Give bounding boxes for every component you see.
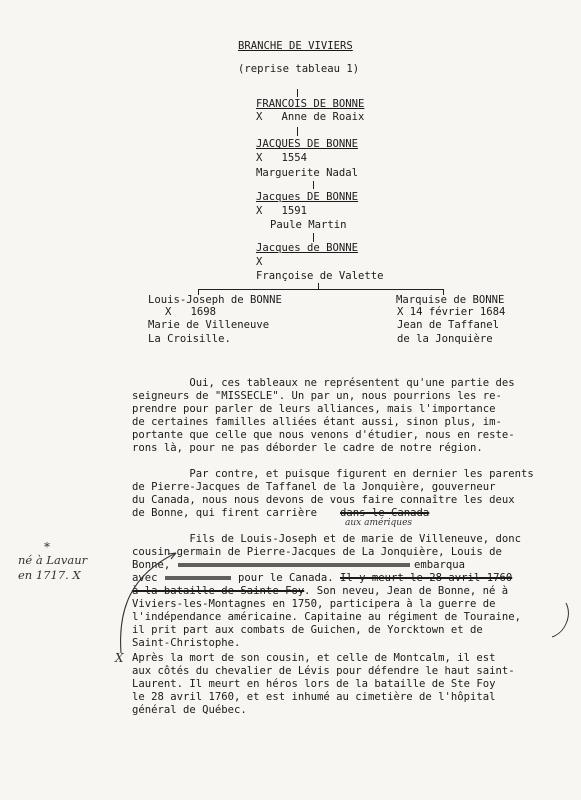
paragraph-2-line: de Pierre-Jacques de Taffanel de la Jonquière, gouverneur — [132, 481, 496, 493]
document-title: BRANCHE DE VIVIERS — [238, 40, 353, 52]
tree-connector — [297, 127, 298, 136]
paragraph-3-line: Saint-Christophe. — [132, 637, 241, 649]
paragraph-1-line: seigneurs de "MISSECLE". Un par un, nous pourrions les re- — [132, 390, 502, 402]
right-child-name: Marquise de BONNE — [396, 294, 505, 306]
paragraph-4-mark: X — [115, 651, 124, 665]
arrow-right-curve — [552, 603, 568, 637]
typed-strikeout — [178, 563, 410, 567]
right-child-year: X 14 février 1684 — [397, 306, 506, 318]
paragraph-4-line: le 28 avril 1760, et est inhumé au cimetière de l'hôpital — [132, 691, 496, 703]
gen4-name: Jacques de BONNE — [256, 242, 359, 254]
left-child-spouse1: Marie de Villeneuve — [148, 319, 270, 331]
struck-text: Il y meurt le 28 avril 1760 — [340, 572, 513, 584]
paragraph-3-line: l'indépendance américaine. Capitaine au régiment de Touraine, — [132, 611, 522, 623]
word-scribble — [165, 576, 231, 580]
struck-text: à la bataille de Sainte-Foy — [132, 585, 305, 597]
gen3-year: X 1591 — [256, 205, 308, 217]
paragraph-3-line-mid: pour le Canada. — [238, 572, 334, 584]
left-child-year: X 1698 — [165, 306, 217, 318]
paragraph-3-line: avec — [132, 572, 158, 584]
tree-connector — [297, 89, 298, 97]
right-child-spouse1: Jean de Taffanel — [397, 319, 500, 331]
paragraph-1-line: de certaines familles alliées étant aussi, sinon plus, im- — [132, 416, 502, 428]
struck-text: dans le Canada — [340, 507, 430, 519]
left-child-spouse2: La Croisille. — [148, 333, 231, 345]
paragraph-2-line: du Canada, nous nous devons de vous faire connaître les deux — [132, 494, 515, 506]
gen2-name: JACQUES DE BONNE — [256, 138, 359, 150]
gen1-name: FRANCOIS DE BONNE — [256, 98, 365, 110]
margin-note-line: en 1717. X — [18, 568, 81, 582]
paragraph-1-line: portante que celle que nous venons d'étudier, nous en reste- — [132, 429, 515, 441]
gen4-spouse: Françoise de Valette — [256, 270, 384, 282]
tree-branch-line — [198, 289, 443, 290]
paragraph-4-line: Après la mort de son cousin, et celle de Montcalm, il est — [132, 652, 496, 664]
paragraph-3-line: cousin germain de Pierre-Jacques de La Jonquière, Louis de — [132, 546, 502, 558]
paragraph-3-line-end: embarqua — [414, 559, 466, 571]
margin-note-line: né à Lavaur — [18, 553, 88, 567]
gen2-spouse: Marguerite Nadal — [256, 167, 359, 179]
paragraph-3-line: Fils de Louis-Joseph et de marie de Villeneuve, donc — [132, 533, 522, 545]
gen3-spouse: Paule Martin — [270, 219, 347, 231]
handwritten-insert: aux amériques — [345, 518, 413, 528]
gen4-x: X — [256, 256, 263, 268]
right-child-spouse2: de la Jonquière — [397, 333, 493, 345]
paragraph-4-line: Laurent. Il meurt en héros lors de la bataille de Ste Foy — [132, 678, 496, 690]
tree-connector — [313, 181, 314, 189]
paragraph-4-line: général de Québec. — [132, 704, 247, 716]
gen3-name: Jacques DE BONNE — [256, 191, 359, 203]
paragraph-1-line: Oui, ces tableaux ne représentent qu'une partie des — [132, 377, 515, 389]
gen2-year: X 1554 — [256, 152, 308, 164]
paragraph-1-line: prendre pour parler de leurs alliances, mais l'importance — [132, 403, 496, 415]
paragraph-3-line: Bonne, — [132, 559, 171, 571]
paragraph-2-line: de Bonne, qui firent carrière — [132, 507, 317, 519]
paragraph-3-line-end: . Son neveu, Jean de Bonne, né à — [304, 585, 509, 597]
document-subtitle: (reprise tableau 1) — [238, 63, 360, 75]
tree-connector — [313, 233, 314, 242]
paragraph-3-line: Viviers-les-Montagnes en 1750, participera à la guerre de — [132, 598, 496, 610]
paragraph-4-line: aux côtés du chevalier de Lévis pour défendre le haut saint- — [132, 665, 515, 677]
margin-note-star: * — [44, 540, 50, 554]
paragraph-3-line: il prit part aux combats de Guichen, de Yorcktown et de — [132, 624, 483, 636]
gen1-spouse: X Anne de Roaix — [256, 111, 365, 123]
paragraph-2-line: Par contre, et puisque figurent en dernier les parents — [132, 468, 534, 480]
paragraph-1-line: rons là, pour ne pas déborder le cadre de notre région. — [132, 442, 483, 454]
left-child-name: Louis-Joseph de BONNE — [148, 294, 282, 306]
